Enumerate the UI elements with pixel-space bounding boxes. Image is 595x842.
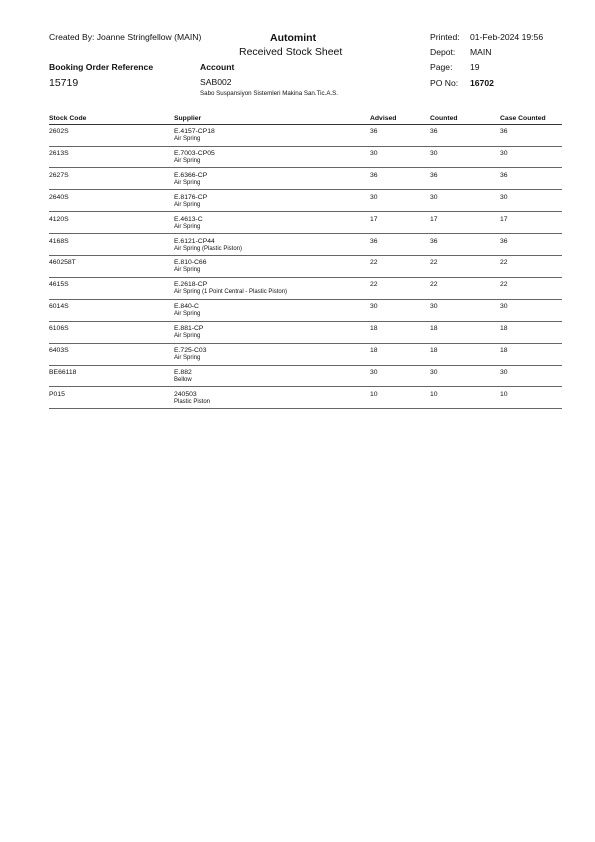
stock-code-cell: 6106S [49, 325, 69, 333]
row-divider [49, 211, 562, 212]
created-by: Created By: Joanne Stringfellow (MAIN) [49, 32, 202, 42]
counted-cell: 30 [430, 303, 438, 311]
advised-cell: 30 [370, 303, 378, 311]
counted-cell: 36 [430, 237, 438, 245]
row-divider [49, 365, 562, 366]
advised-cell: 36 [370, 171, 378, 179]
case-counted-cell: 30 [500, 149, 508, 157]
stock-code-cell: 2640S [49, 193, 69, 201]
row-divider [49, 343, 562, 344]
depot-value: MAIN [470, 47, 492, 57]
col-header-advised: Advised [370, 115, 397, 122]
supplier-code-cell: E.2618-CP [174, 281, 208, 289]
supplier-code-cell: E.882 [174, 368, 192, 376]
supplier-code-cell: E.6121-CP44 [174, 237, 215, 245]
printed-value: 01-Feb-2024 19:56 [470, 32, 544, 42]
supplier-code-cell: E.725-C03 [174, 347, 207, 354]
case-counted-cell: 18 [500, 347, 508, 354]
case-counted-cell: 36 [500, 237, 508, 245]
row-divider [49, 189, 562, 190]
row-divider [49, 233, 562, 234]
case-counted-cell: 30 [500, 303, 508, 311]
advised-cell: 36 [370, 128, 378, 135]
description-cell: Bellow [174, 376, 192, 383]
advised-cell: 10 [370, 390, 378, 398]
case-counted-cell: 10 [500, 390, 508, 398]
stock-code-cell: 2627S [49, 171, 69, 179]
case-counted-cell: 36 [500, 171, 508, 179]
row-divider [49, 167, 562, 168]
counted-cell: 22 [430, 259, 438, 267]
col-header-case-counted: Case Counted [500, 115, 546, 122]
stock-code-cell: 6014S [49, 303, 69, 311]
row-divider [49, 386, 562, 387]
advised-cell: 30 [370, 368, 378, 376]
advised-cell: 18 [370, 325, 378, 333]
booking-ref-value: 15719 [49, 77, 79, 89]
header-rule [49, 124, 562, 125]
supplier-code-cell: E.881-CP [174, 325, 204, 333]
description-cell: Air Spring [174, 267, 201, 274]
page-label: Page: [430, 62, 453, 72]
description-cell: Plastic Piston [174, 398, 211, 405]
stock-code-cell: 460258T [49, 259, 76, 267]
advised-cell: 18 [370, 347, 378, 354]
description-cell: Air Spring [174, 223, 201, 230]
stock-code-cell: 6403S [49, 347, 69, 354]
description-cell: Air Spring [174, 333, 201, 340]
counted-cell: 36 [430, 171, 438, 179]
description-cell: Air Spring (1 Point Central - Plastic Piston) [174, 289, 288, 296]
booking-ref-label: Booking Order Reference [49, 62, 154, 72]
counted-cell: 18 [430, 347, 438, 354]
description-cell: Air Spring [174, 355, 201, 361]
account-label: Account [200, 62, 235, 72]
stock-code-cell: 4120S [49, 215, 69, 223]
stock-code-cell: 4615S [49, 281, 69, 289]
advised-cell: 22 [370, 281, 378, 289]
counted-cell: 30 [430, 193, 438, 201]
account-name: Sabo Suspansiyon Sistemleri Makina San.Tic.A.S. [200, 90, 339, 97]
row-divider [49, 408, 562, 409]
po-label: PO No: [430, 78, 459, 88]
advised-cell: 30 [370, 193, 378, 201]
counted-cell: 30 [430, 368, 438, 376]
printed-label: Printed: [430, 32, 460, 42]
stock-code-cell: 2613S [49, 149, 69, 157]
counted-cell: 22 [430, 281, 438, 289]
po-value: 16702 [470, 78, 494, 88]
page-value: 19 [470, 62, 480, 72]
row-divider [49, 277, 562, 278]
stock-code-cell: P015 [49, 390, 65, 398]
supplier-code-cell: E.810-C66 [174, 259, 207, 267]
description-cell: Air Spring [174, 136, 201, 142]
case-counted-cell: 22 [500, 259, 508, 267]
row-divider [49, 255, 562, 256]
counted-cell: 36 [430, 128, 438, 135]
row-divider [49, 299, 562, 300]
supplier-code-cell: E.8176-CP [174, 193, 208, 201]
stock-code-cell: 2602S [49, 128, 69, 135]
advised-cell: 30 [370, 149, 378, 157]
supplier-code-cell: E.6366-CP [174, 171, 208, 179]
advised-cell: 36 [370, 237, 378, 245]
counted-cell: 17 [430, 215, 438, 223]
row-divider [49, 146, 562, 147]
row-divider [49, 321, 562, 322]
description-cell: Air Spring [174, 311, 201, 318]
description-cell: Air Spring [174, 157, 201, 164]
description-cell: Air Spring [174, 179, 201, 186]
case-counted-cell: 36 [500, 128, 508, 135]
advised-cell: 17 [370, 215, 378, 223]
stock-code-cell: 4168S [49, 237, 69, 245]
supplier-code-cell: E.4157-CP18 [174, 128, 215, 135]
supplier-code-cell: E.4613-C [174, 215, 203, 223]
case-counted-cell: 30 [500, 193, 508, 201]
description-cell: Air Spring (Plastic Piston) [174, 245, 243, 252]
col-header-counted: Counted [430, 115, 458, 122]
case-counted-cell: 22 [500, 281, 508, 289]
stock-code-cell: BE66118 [49, 368, 77, 376]
supplier-code-cell: 240503 [174, 390, 197, 398]
case-counted-cell: 17 [500, 215, 508, 223]
depot-label: Depot: [430, 47, 456, 57]
counted-cell: 10 [430, 390, 438, 398]
account-code: SAB002 [200, 77, 232, 87]
supplier-code-cell: E.7003-CP05 [174, 149, 215, 157]
description-cell: Air Spring [174, 201, 201, 208]
case-counted-cell: 18 [500, 325, 508, 333]
counted-cell: 30 [430, 149, 438, 157]
counted-cell: 18 [430, 325, 438, 333]
company-name: Automint [270, 32, 317, 44]
advised-cell: 22 [370, 259, 378, 267]
case-counted-cell: 30 [500, 368, 508, 376]
col-header-stock-code: Stock Code [49, 115, 87, 122]
supplier-code-cell: E.840-C [174, 303, 199, 311]
sheet-title: Received Stock Sheet [239, 46, 343, 58]
col-header-supplier: Supplier [174, 115, 202, 122]
